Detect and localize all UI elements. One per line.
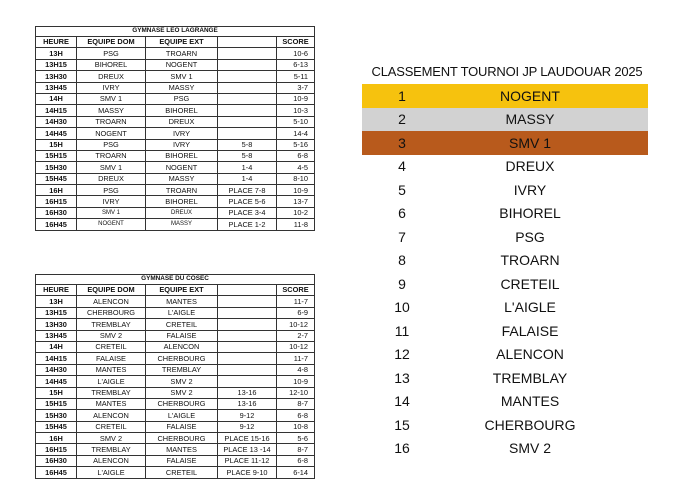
score-cell: 5-10 [277, 116, 315, 127]
time-cell: 16H [36, 185, 77, 196]
score-cell: 6-8 [277, 150, 315, 161]
rank-position: 15 [394, 416, 410, 433]
time-cell: 15H15 [36, 150, 77, 161]
away-team-cell: SMV 2 [146, 376, 218, 387]
home-team-cell: MANTES [77, 364, 146, 375]
away-team-cell: CRETEIL [146, 319, 218, 330]
ranking-row [362, 225, 648, 249]
table-row [36, 128, 315, 139]
table-row [36, 296, 315, 307]
time-cell: 13H15 [36, 307, 77, 318]
table-row [36, 219, 315, 230]
home-team-cell: L'AIGLE [77, 376, 146, 387]
table-row [36, 455, 315, 466]
ranking-row [362, 390, 648, 414]
home-team-cell: TREMBLAY [77, 444, 146, 455]
time-cell: 15H30 [36, 162, 77, 173]
stage-cell: PLACE 15-16 [218, 433, 277, 444]
header-stage [218, 285, 277, 296]
rank-team: L'AIGLE [504, 299, 556, 316]
stage-cell [218, 128, 277, 139]
score-cell: 11-8 [277, 219, 315, 230]
table-row [36, 173, 315, 184]
home-team-cell: PSG [77, 139, 146, 150]
away-team-cell: MANTES [146, 296, 218, 307]
home-team-cell: IVRY [77, 82, 146, 93]
home-team-cell: SMV 1 [77, 162, 146, 173]
stage-cell [218, 93, 277, 104]
rank-team: CHERBOURG [484, 416, 576, 433]
score-cell: 3-7 [277, 82, 315, 93]
away-team-cell: FALAISE [146, 330, 218, 341]
away-team-cell: MASSY [146, 173, 218, 184]
stage-cell [218, 319, 277, 330]
ranking-row [362, 131, 648, 155]
away-team-cell: CHERBOURG [146, 433, 218, 444]
table-row [36, 185, 315, 196]
stage-cell: 5-8 [218, 139, 277, 150]
ranking-row [362, 272, 648, 296]
home-team-cell: NOGENT [77, 128, 146, 139]
stage-cell [218, 341, 277, 352]
stage-cell [218, 59, 277, 70]
rank-position: 1 [398, 87, 406, 104]
score-cell: 10-6 [277, 48, 315, 59]
stage-cell [218, 71, 277, 82]
time-cell: 14H30 [36, 364, 77, 375]
rank-team: TREMBLAY [492, 369, 568, 386]
rank-team: NOGENT [500, 87, 560, 104]
time-cell: 14H [36, 341, 77, 352]
score-cell: 13-7 [277, 196, 315, 207]
home-team-cell: TREMBLAY [77, 387, 146, 398]
away-team-cell: TROARN [146, 48, 218, 59]
score-cell: 10-12 [277, 319, 315, 330]
stage-cell [218, 307, 277, 318]
away-team-cell: CRETEIL [146, 467, 218, 478]
home-team-cell: FALAISE [77, 353, 146, 364]
table-caption: GYMNASE DU COSEC [36, 275, 315, 285]
time-cell: 13H45 [36, 330, 77, 341]
table-row [36, 467, 315, 478]
table-caption: GYMNASE LEO LAGRANGE [36, 27, 315, 37]
ranking-row [362, 108, 648, 132]
stage-cell: PLACE 13 -14 [218, 444, 277, 455]
time-cell: 14H30 [36, 116, 77, 127]
away-team-cell: DREUX [146, 116, 218, 127]
table-row [36, 71, 315, 82]
home-team-cell: MASSY [77, 105, 146, 116]
time-cell: 14H15 [36, 353, 77, 364]
time-cell: 16H15 [36, 196, 77, 207]
table-row [36, 162, 315, 173]
rank-team: FALAISE [501, 322, 559, 339]
away-team-cell: MASSY [146, 219, 218, 230]
rank-team: IVRY [513, 181, 547, 198]
rank-position: 10 [394, 299, 410, 316]
ranking-list [362, 84, 648, 460]
score-cell: 12-10 [277, 387, 315, 398]
rank-team: CRETEIL [500, 275, 560, 292]
away-team-cell: L'AIGLE [146, 307, 218, 318]
score-cell: 6-9 [277, 307, 315, 318]
score-cell: 6-13 [277, 59, 315, 70]
rank-position: 3 [398, 134, 406, 151]
score-cell: 5-11 [277, 71, 315, 82]
ranking-row [362, 343, 648, 367]
time-cell: 13H [36, 48, 77, 59]
time-cell: 13H15 [36, 59, 77, 70]
score-cell: 10-9 [277, 376, 315, 387]
score-cell: 10-9 [277, 93, 315, 104]
stage-cell: PLACE 1-2 [218, 219, 277, 230]
time-cell: 16H45 [36, 467, 77, 478]
score-cell: 8-7 [277, 444, 315, 455]
away-team-cell: ALENCON [146, 341, 218, 352]
away-team-cell: BIHOREL [146, 150, 218, 161]
away-team-cell: IVRY [146, 139, 218, 150]
stage-cell [218, 48, 277, 59]
time-cell: 16H30 [36, 455, 77, 466]
ranking-row [362, 178, 648, 202]
away-team-cell: BIHOREL [146, 105, 218, 116]
score-cell: 4-8 [277, 364, 315, 375]
away-team-cell: SMV 2 [146, 387, 218, 398]
leo-lagrange-schedule-table [35, 26, 315, 231]
away-team-cell: MANTES [146, 444, 218, 455]
ranking-row [362, 296, 648, 320]
ranking-title: CLASSEMENT TOURNOI JP LAUDOUAR 2025 [371, 64, 643, 79]
away-team-cell: CHERBOURG [146, 398, 218, 409]
rank-position: 2 [398, 111, 406, 128]
time-cell: 13H [36, 296, 77, 307]
header-score: SCORE [277, 285, 315, 296]
rank-team: MANTES [500, 393, 560, 410]
rank-position: 5 [398, 181, 406, 198]
home-team-cell: SMV 1 [77, 207, 146, 218]
home-team-cell: TROARN [77, 150, 146, 161]
table-row [36, 116, 315, 127]
time-cell: 15H45 [36, 173, 77, 184]
home-team-cell: DREUX [77, 173, 146, 184]
home-team-cell: SMV 2 [77, 330, 146, 341]
home-team-cell: BIHOREL [77, 59, 146, 70]
ranking-row [362, 366, 648, 390]
score-cell: 14-4 [277, 128, 315, 139]
table-row [36, 353, 315, 364]
score-cell: 4-5 [277, 162, 315, 173]
stage-cell [218, 105, 277, 116]
rank-position: 9 [398, 275, 406, 292]
table-row [36, 207, 315, 218]
time-cell: 15H [36, 387, 77, 398]
score-cell: 8-7 [277, 398, 315, 409]
table-row [36, 48, 315, 59]
away-team-cell: L'AIGLE [146, 410, 218, 421]
header-score: SCORE [277, 37, 315, 48]
rank-position: 12 [394, 346, 410, 363]
rank-team: BIHOREL [499, 205, 561, 222]
rank-team: SMV 1 [508, 134, 551, 151]
home-team-cell: TREMBLAY [77, 319, 146, 330]
header-time: HEURE [36, 285, 77, 296]
home-team-cell: TROARN [77, 116, 146, 127]
stage-cell: 5-8 [218, 150, 277, 161]
ranking-row [362, 84, 648, 108]
away-team-cell: IVRY [146, 128, 218, 139]
time-cell: 16H [36, 433, 77, 444]
header-time: HEURE [36, 37, 77, 48]
table-row [36, 364, 315, 375]
table-row [36, 93, 315, 104]
time-cell: 16H15 [36, 444, 77, 455]
table-row [36, 341, 315, 352]
rank-team: ALENCON [496, 346, 564, 363]
home-team-cell: ALENCON [77, 455, 146, 466]
away-team-cell: FALAISE [146, 421, 218, 432]
home-team-cell: ALENCON [77, 296, 146, 307]
table-row [36, 330, 315, 341]
home-team-cell: PSG [77, 185, 146, 196]
ranking-row [362, 413, 648, 437]
rank-position: 4 [398, 158, 406, 175]
stage-cell: PLACE 5-6 [218, 196, 277, 207]
stage-cell [218, 82, 277, 93]
stage-cell: 13-16 [218, 398, 277, 409]
table-row [36, 398, 315, 409]
stage-cell [218, 116, 277, 127]
rank-position: 11 [394, 322, 410, 339]
rank-position: 13 [394, 369, 410, 386]
rank-position: 7 [398, 228, 406, 245]
stage-cell [218, 364, 277, 375]
time-cell: 13H30 [36, 71, 77, 82]
stage-cell [218, 376, 277, 387]
stage-cell: PLACE 7-8 [218, 185, 277, 196]
table-row [36, 59, 315, 70]
cosec-schedule-table [35, 274, 315, 479]
away-team-cell: NOGENT [146, 59, 218, 70]
score-cell: 11-7 [277, 296, 315, 307]
home-team-cell: MANTES [77, 398, 146, 409]
header-stage [218, 37, 277, 48]
rank-team: DREUX [505, 158, 555, 175]
time-cell: 14H45 [36, 128, 77, 139]
home-team-cell: L'AIGLE [77, 467, 146, 478]
table-row [36, 421, 315, 432]
table-row [36, 444, 315, 455]
home-team-cell: DREUX [77, 71, 146, 82]
ranking-row [362, 249, 648, 273]
ranking-row [362, 155, 648, 179]
table-row [36, 376, 315, 387]
score-cell: 10-9 [277, 185, 315, 196]
stage-cell: 9-12 [218, 410, 277, 421]
score-cell: 10-2 [277, 207, 315, 218]
table-row [36, 387, 315, 398]
home-team-cell: NOGENT [77, 219, 146, 230]
table-row [36, 139, 315, 150]
time-cell: 16H30 [36, 207, 77, 218]
score-cell: 2-7 [277, 330, 315, 341]
ranking-row [362, 437, 648, 461]
stage-cell: 1-4 [218, 173, 277, 184]
away-team-cell: FALAISE [146, 455, 218, 466]
home-team-cell: CRETEIL [77, 421, 146, 432]
time-cell: 13H45 [36, 82, 77, 93]
stage-cell [218, 296, 277, 307]
table-row [36, 410, 315, 421]
table-row [36, 150, 315, 161]
away-team-cell: NOGENT [146, 162, 218, 173]
score-cell: 6-14 [277, 467, 315, 478]
stage-cell: PLACE 11-12 [218, 455, 277, 466]
rank-position: 6 [398, 205, 406, 222]
table-row [36, 319, 315, 330]
table-row [36, 105, 315, 116]
away-team-cell: CHERBOURG [146, 353, 218, 364]
home-team-cell: IVRY [77, 196, 146, 207]
header-home-team: EQUIPE DOM [77, 285, 146, 296]
score-cell: 5-16 [277, 139, 315, 150]
score-cell: 6-8 [277, 455, 315, 466]
score-cell: 10-12 [277, 341, 315, 352]
away-team-cell: SMV 1 [146, 71, 218, 82]
away-team-cell: TREMBLAY [146, 364, 218, 375]
away-team-cell: BIHOREL [146, 196, 218, 207]
time-cell: 15H30 [36, 410, 77, 421]
ranking-row [362, 319, 648, 343]
score-cell: 10-3 [277, 105, 315, 116]
home-team-cell: PSG [77, 48, 146, 59]
rank-team: PSG [515, 228, 545, 245]
time-cell: 14H45 [36, 376, 77, 387]
stage-cell: PLACE 9-10 [218, 467, 277, 478]
home-team-cell: SMV 1 [77, 93, 146, 104]
time-cell: 15H45 [36, 421, 77, 432]
stage-cell [218, 353, 277, 364]
rank-position: 16 [394, 440, 410, 457]
score-cell: 6-8 [277, 410, 315, 421]
away-team-cell: DREUX [146, 207, 218, 218]
score-cell: 8-10 [277, 173, 315, 184]
time-cell: 13H30 [36, 319, 77, 330]
table-row [36, 196, 315, 207]
away-team-cell: MASSY [146, 82, 218, 93]
away-team-cell: TROARN [146, 185, 218, 196]
time-cell: 15H [36, 139, 77, 150]
rank-team: MASSY [505, 111, 555, 128]
home-team-cell: CHERBOURG [77, 307, 146, 318]
time-cell: 15H15 [36, 398, 77, 409]
stage-cell: 1-4 [218, 162, 277, 173]
table-row [36, 307, 315, 318]
stage-cell: 9-12 [218, 421, 277, 432]
score-cell: 5-6 [277, 433, 315, 444]
away-team-cell: PSG [146, 93, 218, 104]
stage-cell: 13-16 [218, 387, 277, 398]
home-team-cell: SMV 2 [77, 433, 146, 444]
table-row [36, 82, 315, 93]
time-cell: 14H15 [36, 105, 77, 116]
stage-cell [218, 330, 277, 341]
home-team-cell: CRETEIL [77, 341, 146, 352]
rank-team: SMV 2 [508, 440, 551, 457]
rank-position: 14 [394, 393, 410, 410]
home-team-cell: ALENCON [77, 410, 146, 421]
header-away-team: EQUIPE EXT [146, 37, 218, 48]
stage-cell: PLACE 3-4 [218, 207, 277, 218]
ranking-row [362, 202, 648, 226]
time-cell: 14H [36, 93, 77, 104]
rank-team: TROARN [500, 252, 560, 269]
header-home-team: EQUIPE DOM [77, 37, 146, 48]
time-cell: 16H45 [36, 219, 77, 230]
table-row [36, 433, 315, 444]
rank-position: 8 [398, 252, 406, 269]
score-cell: 10-8 [277, 421, 315, 432]
header-away-team: EQUIPE EXT [146, 285, 218, 296]
score-cell: 11-7 [277, 353, 315, 364]
